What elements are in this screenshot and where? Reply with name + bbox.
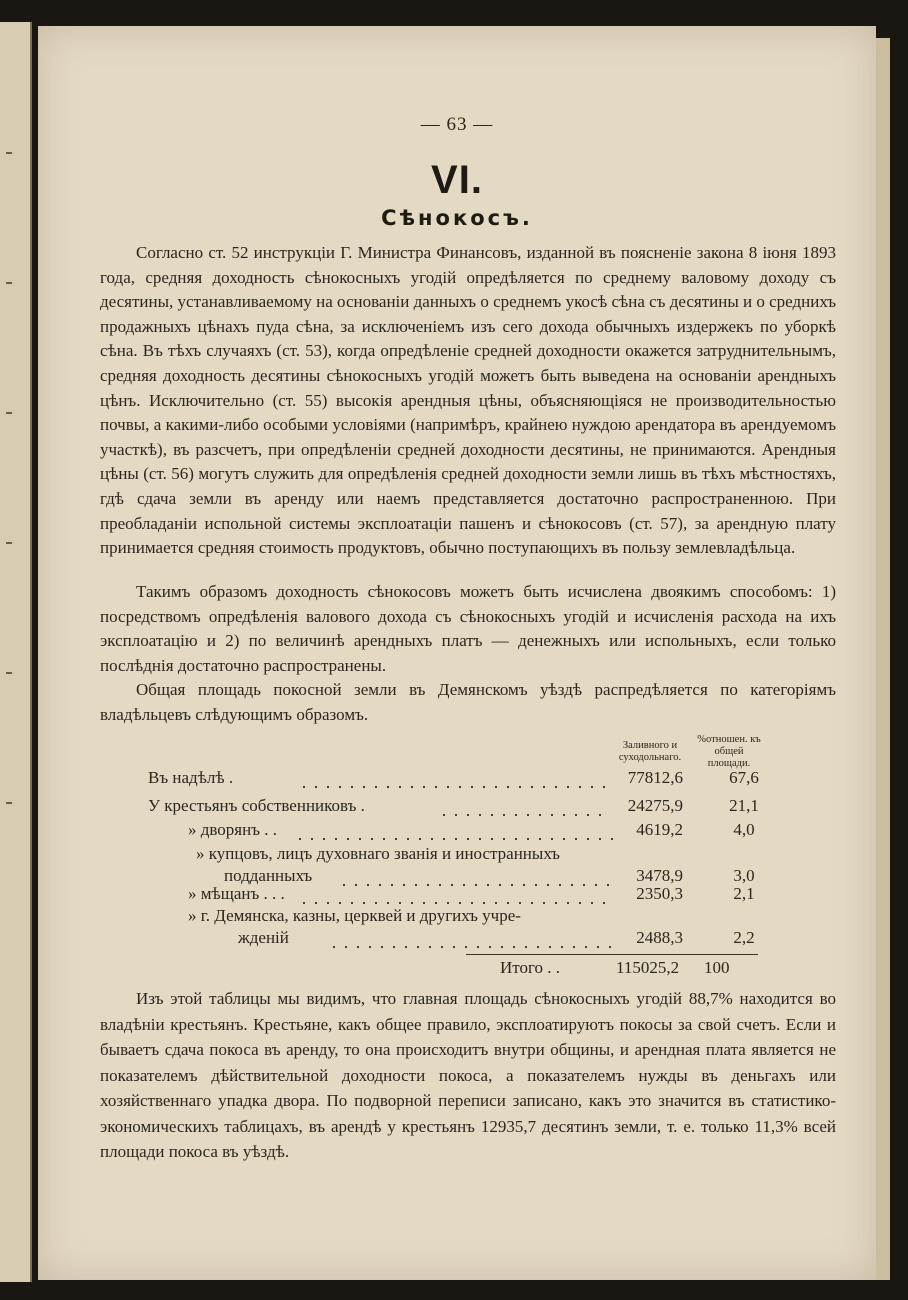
- row-label: подданныхъ: [224, 866, 313, 885]
- edge-mark: [6, 802, 12, 804]
- dot-leader: [298, 786, 608, 788]
- table-row: [148, 820, 768, 844]
- row-label: » г. Демянска, казны, церквей и другихъ учре-: [188, 906, 521, 925]
- total-rule: [466, 954, 758, 955]
- document-page: [38, 26, 876, 1280]
- page-number: — 63 —: [420, 114, 494, 135]
- column-header-percent: %отношен. къ общей площади.: [697, 734, 761, 769]
- table-row: [148, 928, 768, 952]
- row-percent: 2,1: [733, 884, 755, 903]
- row-label: » мѣщанъ . . .: [188, 884, 285, 903]
- edge-mark: [6, 282, 12, 284]
- table-row: [148, 844, 768, 868]
- column-header-area: Заливного и суходольнаго.: [618, 740, 682, 763]
- edge-mark: [6, 542, 12, 544]
- row-area: 2488,3: [636, 928, 683, 947]
- row-label: » дворянъ . .: [188, 820, 278, 839]
- table-row: [148, 906, 768, 930]
- row-percent: 21,1: [729, 796, 759, 815]
- total-area: 115025,2: [616, 958, 680, 977]
- dot-leader: [298, 902, 614, 904]
- row-area: 24275,9: [627, 796, 683, 815]
- row-percent: 2,2: [733, 928, 755, 947]
- paragraph: Изъ этой таблицы мы видимъ, что главная площадь сѣнокосныхъ угодій 88,7% находится во владѣніи крестьянъ. Крестьяне, какъ общее правило, эксплоатируютъ покосы за свой счетъ. Если и бываетъ сдача покоса въ аренду, то она происходитъ внутри общины, и арендная плата является не показателемъ дѣйствительной доходности покоса, а показателемъ нужды въ деньгахъ или хозяйственнаго упадка двора. По подворной переписи записано, какъ это значится въ статистико-экономическихъ таблицахъ, въ арендѣ у крестьянъ 12935,7 десятинъ земли, т. е. только 11,3% всей площади покоса въ уѣздѣ.: [100, 989, 836, 1161]
- row-percent: 67,6: [729, 768, 759, 787]
- edge-mark: [6, 672, 12, 674]
- table-row: [148, 768, 768, 792]
- row-area: 3478,9: [636, 866, 683, 885]
- row-label: Въ надѣлѣ .: [148, 768, 234, 787]
- dot-leader: [328, 946, 618, 948]
- page-stack-edge: [876, 38, 890, 1280]
- table-row: [148, 796, 768, 820]
- chapter-heading: VI.: [431, 158, 483, 202]
- total-label: Итого . .: [500, 958, 561, 977]
- row-area: 4619,2: [636, 820, 683, 839]
- row-area: 77812,6: [627, 768, 683, 787]
- row-percent: 3,0: [733, 866, 755, 885]
- paragraph: Такимъ образомъ доходность сѣнокосовъ можетъ быть исчислена двоякимъ способомъ: 1) посредствомъ опредѣленія валового дохода съ сѣнокосныхъ угодій и исчисленія расхода на ихъ эксплоатацію и 2) по величинѣ арендныхъ платъ — денежныхъ или испольныхъ, если только послѣднія достаточно распространены.: [100, 582, 836, 675]
- edge-mark: [6, 412, 12, 414]
- paragraph: Согласно ст. 52 инструкціи Г. Министра Финансовъ, изданной въ поясненіе закона 8 іюня 1893 года, средняя доходность сѣнокосныхъ угодій опредѣляется по среднему валовому доходу съ десятины, устанавливаемому на основаніи данныхъ о среднемъ укосѣ сѣна съ десятины и о среднихъ продажныхъ цѣнахъ пуда сѣна, за исключеніемъ изъ сего дохода обычныхъ издержекъ по уборкѣ сѣна. Въ тѣхъ случаяхъ (ст. 53), когда опредѣленіе средней доходности окажется затруднительнымъ, средняя доходность десятины сѣнокосныхъ угодій можетъ быть выведена на основаніи арендныхъ цѣнъ. Исключительно (ст. 55) высокія арендныя цѣны, объясняющіяся не производительностью почвы, а какими-либо особыми условіями (напримѣръ, крайнею нуждою арендатора въ арендуемомъ участкѣ), въ разсчетъ, при опредѣленіи средней доходности десятины, не принимаются. Арендныя цѣны (ст. 56) могутъ служить для опредѣленія средней доходности земли лишь въ тѣхъ мѣстностяхъ, гдѣ сдача земли въ аренду или наемъ представляется достаточно распространенною. При преобладаніи испольной системы эксплоатаціи пашенъ и сѣнокосовъ (ст. 57), за арендную плату принимается средняя стоимость продуктовъ, обычно поступающихъ въ пользу землевладѣльца.: [100, 243, 836, 558]
- edge-mark: [6, 152, 12, 154]
- row-label: жденій: [238, 928, 289, 947]
- total-percent: 100: [704, 958, 730, 977]
- section-title: Сѣнокосъ.: [381, 206, 533, 230]
- row-label: У крестьянъ собственниковъ .: [148, 796, 365, 815]
- row-area: 2350,3: [636, 884, 683, 903]
- dot-leader: [294, 838, 618, 840]
- row-label: » купцовъ, лицъ духовнаго званія и иностранныхъ: [196, 844, 560, 863]
- facing-page-edge: [0, 22, 32, 1282]
- dot-leader: [438, 814, 606, 816]
- paragraph: Общая площадь покосной земли въ Демянскомъ уѣздѣ распредѣляется по категоріямъ владѣльцевъ слѣдующимъ образомъ.: [100, 680, 836, 724]
- table-row: [148, 884, 768, 908]
- row-percent: 4,0: [733, 820, 755, 839]
